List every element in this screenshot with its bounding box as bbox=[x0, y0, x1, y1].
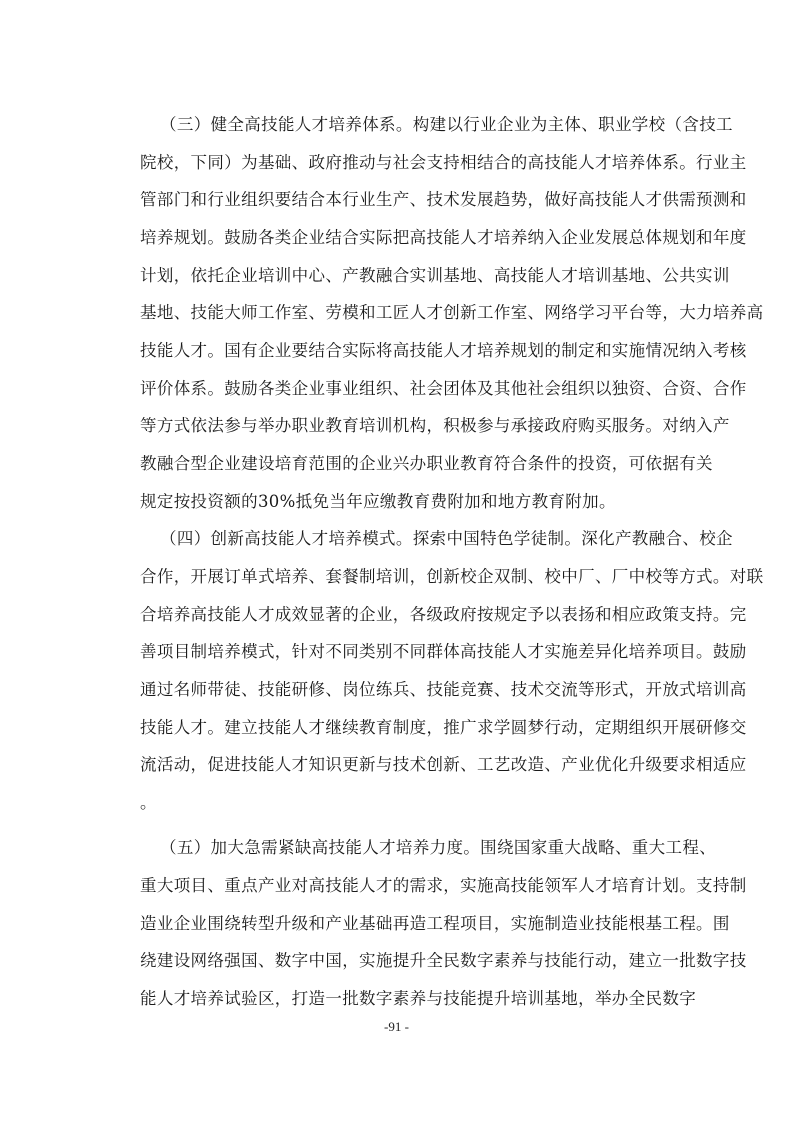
paragraph-5-line-2: 重大项目、重点产业对高技能人才的需求，实施高技能领军人才培育计划。支持制 bbox=[140, 876, 747, 895]
page-number: -91 - bbox=[384, 1019, 409, 1034]
paragraph-3-line-5: 计划，依托企业培训中心、产教融合实训基地、高技能人才培训基地、公共实训 bbox=[140, 266, 730, 285]
paragraph-3-line-11: 规定按投资额的30%抵免当年应缴教育费附加和地方教育附加。 bbox=[140, 492, 616, 511]
paragraph-3-line-3: 管部门和行业组织要结合本行业生产、技术发展趋势，做好高技能人才供需预测和 bbox=[140, 190, 747, 209]
paragraph-4-line-2: 合作，开展订单式培养、套餐制培训，创新校企双制、校中厂、厂中校等方式。对联 bbox=[140, 567, 764, 586]
paragraph-3-line-2: 院校，下同）为基础、政府推动与社会支持相结合的高技能人才培养体系。行业主 bbox=[140, 153, 747, 172]
paragraph-3-line-7: 技能人才。国有企业要结合实际将高技能人才培养规划的制定和实施情况纳入考核 bbox=[140, 341, 747, 360]
paragraph-3-line-10: 教融合型企业建设培育范围的企业兴办职业教育符合条件的投资，可依据有关 bbox=[140, 454, 713, 473]
paragraph-4-line-3: 合培养高技能人才成效显著的企业，各级政府按规定予以表扬和相应政策支持。完 bbox=[140, 605, 747, 624]
paragraph-5-line-5: 能人才培养试验区，打造一批数字素养与技能提升培训基地，举办全民数字 bbox=[140, 989, 697, 1008]
paragraph-4-line-4: 善项目制培养模式，针对不同类别不同群体高技能人才实施差异化培养项目。鼓励 bbox=[140, 642, 747, 661]
paragraph-3-line-1: （三）健全高技能人才培养体系。构建以行业企业为主体、职业学校（含技工 bbox=[160, 115, 733, 134]
paragraph-3-line-6: 基地、技能大师工作室、劳模和工匠人才创新工作室、网络学习平台等，大力培养高 bbox=[140, 303, 764, 322]
paragraph-4-line-6: 技能人才。建立技能人才继续教育制度，推广求学圆梦行动，定期组织开展研修交 bbox=[140, 718, 747, 737]
paragraph-4-line-7: 流活动，促进技能人才知识更新与技术创新、工艺改造、产业优化升级要求相适应 bbox=[140, 755, 747, 774]
paragraph-3-line-9: 等方式依法参与举办职业教育培训机构，积极参与承接政府购买服务。对纳入产 bbox=[140, 416, 730, 435]
paragraph-5-line-4: 绕建设网络强国、数字中国，实施提升全民数字素养与技能行动，建立一批数字技 bbox=[140, 951, 747, 970]
paragraph-4-line-8: 。 bbox=[140, 793, 157, 812]
paragraph-3-line-8: 评价体系。鼓励各类企业事业组织、社会团体及其他社会组织以独资、合资、合作 bbox=[140, 379, 747, 398]
paragraph-4-line-1: （四）创新高技能人才培养模式。探索中国特色学徒制。深化产教融合、校企 bbox=[160, 529, 733, 548]
paragraph-5-line-3: 造业企业围绕转型升级和产业基础再造工程项目，实施制造业技能根基工程。围 bbox=[140, 914, 730, 933]
paragraph-5-line-1: （五）加大急需紧缺高技能人才培养力度。围绕国家重大战略、重大工程、 bbox=[160, 838, 717, 857]
paragraph-3-line-4: 培养规划。鼓励各类企业结合实际把高技能人才培养纳入企业发展总体规划和年度 bbox=[140, 228, 747, 247]
paragraph-4-line-5: 通过名师带徒、技能研修、岗位练兵、技能竞赛、技术交流等形式，开放式培训高 bbox=[140, 680, 747, 699]
